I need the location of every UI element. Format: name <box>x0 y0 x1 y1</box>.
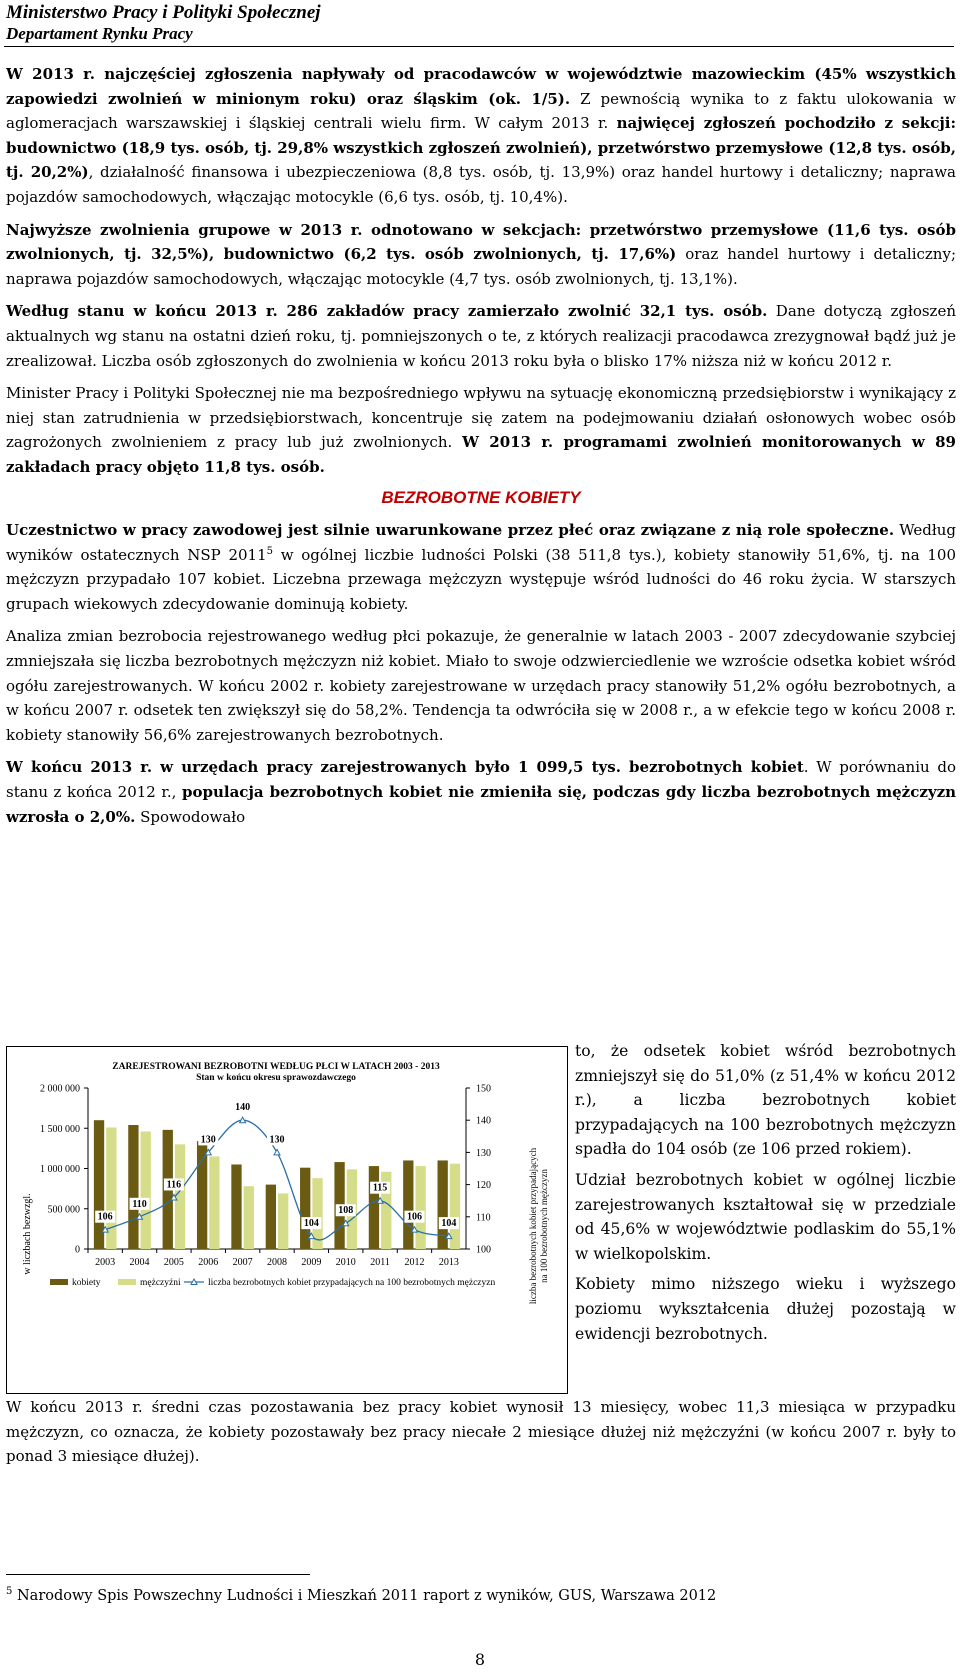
side-paragraph-2: Udział bezrobotnych kobiet w ogólnej liczbie zarejestrowanych kształtował się w przedziale od 45,6% w województwie podlaskim do 55,1% w wielkopolskim. <box>575 1170 956 1263</box>
ratio-data-label: 106 <box>97 1211 113 1223</box>
ratio-data-label: 140 <box>235 1102 251 1114</box>
bold-text: W 2013 r. najczęściej zgłoszenia napływały od pracodawców w województwie mazowieckim (45% wszystkich zapowiedzi zwolnień w minionym roku) oraz śląskim (ok. 1/5). <box>6 65 956 108</box>
paragraph-group-layoffs <box>6 218 956 292</box>
y2-axis-label-line1: liczba bezrobotnych kobiet przypadających <box>528 1147 538 1305</box>
x-tick-label: 2010 <box>335 1257 356 1268</box>
x-tick-label: 2012 <box>404 1257 425 1268</box>
bold-text: populacja bezrobotnych kobiet nie zmieniła się, podczas gdy liczba bezrobotnych mężczyzn wzrosła o 2,0%. <box>6 783 956 826</box>
ratio-data-label: 116 <box>166 1179 182 1191</box>
bar-women <box>369 1166 379 1249</box>
x-tick-label: 2005 <box>163 1257 184 1268</box>
x-tick-label: 2007 <box>232 1257 253 1268</box>
footnote-text: Narodowy Spis Powszechny Ludności i Mieszkań 2011 raport z wyników, GUS, Warszawa 2012 <box>12 1588 717 1604</box>
y2-tick-label: 120 <box>476 1180 491 1192</box>
ratio-data-label: 130 <box>200 1134 216 1146</box>
x-tick-label: 2013 <box>438 1257 459 1268</box>
text: Według wyników ostatecznych NSP 2011 <box>6 521 956 564</box>
text: w ogólnej liczbie ludności Polski (38 511,8 tys.), kobiety stanowiły 51,6%, tj. na 100 mężczyzn przypadało 107 kobiet. Liczebna przewaga mężczyzn występuje wśród ludności do 46 roku życia. W starszych grupach wiekowych zdecydowanie dominują kobiety. <box>6 545 956 613</box>
bar-women <box>403 1160 413 1249</box>
text: . W porównaniu do stanu z końca 2012 r., <box>6 758 956 802</box>
text: Dane dotyczą zgłoszeń aktualnych wg stanu na ostatni dzień roku, tj. pomniejszonych o te, z których realizacji pracodawca zrezygnował bądź już je zrealizował. Liczba osób zgłoszonych do zwolnienia w końcu 2013 roku była o blisko 17% niższa niż w końcu 2012 r. <box>6 302 957 370</box>
bar-women <box>128 1125 138 1249</box>
footnote-rule <box>6 1574 310 1575</box>
y2-tick-label: 100 <box>476 1244 491 1256</box>
side-paragraph-3: Kobiety mimo niższego wieku i wyższego poziomu wykształcenia dłużej pozostają w ewidencji bezrobotnych. <box>575 1275 956 1343</box>
chart-subtitle: Stan w końcu okresu sprawozdawczego <box>196 1073 356 1083</box>
footnote <box>6 1588 716 1604</box>
legend-swatch-women <box>50 1279 68 1285</box>
bold-text: najwięcej zgłoszeń pochodziło z sekcji: budownictwo (18,9 tys. osób, tj. 29,8% wszystkich zgłoszeń zwolnień), przetwórstwo przemysłowe (12,8 tys. osób, tj. 20,2%) <box>6 114 956 182</box>
text: , działalność finansowa i ubezpieczeniowa (8,8 tys. osób, tj. 13,9%) oraz handel hurtowy i detaliczny; naprawa pojazdów samochodowych, włączając motocykle (6,6 tys. osób, tj. 10,4%). <box>6 163 957 206</box>
y2-tick-label: 150 <box>476 1083 491 1095</box>
legend-label-ratio: liczba bezrobotnych kobiet przypadających na 100 bezrobotnych mężczyzn <box>208 1278 496 1288</box>
legend-label-women: kobiety <box>72 1278 101 1288</box>
x-tick-label: 2004 <box>129 1257 150 1268</box>
text: oraz handel hurtowy i detaliczny; naprawa pojazdów samochodowych, włączając motocykle (4,7 tys. osób zwolnionych, tj. 13,1%). <box>6 245 956 288</box>
bold-text: Najwyższe zwolnienia grupowe w 2013 r. odnotowano w sekcjach: przetwórstwo przemysłowe (11,6 tys. osób zwolnionych, tj. 32,5%), budownictwo (6,2 tys. osób zwolnionych, tj. 17,6%) <box>6 220 956 264</box>
ratio-data-label: 110 <box>132 1198 147 1210</box>
x-tick-label: 2008 <box>267 1257 287 1268</box>
ratio-data-label: 115 <box>372 1182 388 1194</box>
paragraph-layoffs-regions <box>6 62 956 210</box>
body-text-bottom <box>6 1395 956 1469</box>
x-tick-label: 2009 <box>301 1257 322 1268</box>
bar-men <box>209 1156 219 1249</box>
ratio-data-label: 106 <box>406 1211 422 1223</box>
x-tick-label: 2003 <box>95 1257 116 1268</box>
x-tick-label: 2011 <box>370 1257 390 1268</box>
paragraph-end-2013 <box>6 299 956 373</box>
bold-text: W 2013 r. programami zwolnień monitorowanych w 89 zakładach pracy objęto 11,8 tys. osób. <box>6 433 956 476</box>
department-name: Departament Rynku Pracy <box>6 24 193 43</box>
body-text-top <box>6 62 956 829</box>
text: Z pewnością wynika to z faktu ulokowania w aglomeracjach warszawskiej i śląskiej centrali wielu firm. W całym 2013 r. <box>6 89 956 133</box>
paragraph-unemployed-women <box>6 755 956 829</box>
side-text <box>575 1039 956 1346</box>
ratio-data-label: 130 <box>269 1134 285 1146</box>
y-tick-label: 2 000 000 <box>40 1083 80 1095</box>
paragraph-participation <box>6 518 956 616</box>
bar-women <box>266 1185 276 1249</box>
bar-men <box>450 1164 460 1249</box>
bar-women <box>197 1141 207 1249</box>
y-tick-label: 1 000 000 <box>40 1164 80 1175</box>
bar-men <box>175 1144 185 1249</box>
y-tick-label: 1 500 000 <box>40 1123 80 1135</box>
bar-men <box>244 1186 254 1249</box>
y-tick-label: 0 <box>75 1244 80 1256</box>
y2-tick-label: 130 <box>476 1147 491 1159</box>
paragraph-analysis: Analiza zmian bezrobocia rejestrowanego według płci pokazuje, że generalnie w latach 2003 - 2007 zdecydowanie szybciej zmniejszała się liczba bezrobotnych mężczyzn niż kobiet. Miało to swoje odzwierciedlenie we wzroście odsetka kobiet wśród ogółu zarejestrowanych. W końcu 2002 r. kobiety zarejestrowane w urzędach pracy stanowiły 51,2% ogółu bezrobotnych, a w końcu 2007 r. odsetek ten zwiększył się do 58,2%. Tendencja ta odwróciła się w 2008 r., a w efekcie tego w końcu 2008 r. kobiety stanowiły 56,6% zarejestrowanych bezrobotnych. <box>6 627 956 744</box>
y2-tick-label: 140 <box>476 1115 491 1127</box>
unemployed-by-gender-chart <box>6 1046 568 1394</box>
paragraph-minister <box>6 381 956 479</box>
legend-swatch-men <box>118 1279 136 1285</box>
footnote-ref[interactable]: 5 <box>266 545 274 557</box>
y-tick-label: 500 000 <box>47 1204 80 1216</box>
y-axis-label: w liczbach bezwzgl. <box>22 1193 33 1275</box>
chart-title: ZAREJESTROWANI BEZROBOTNI WEDŁUG PŁCI W LATACH 2003 - 2013 <box>112 1062 440 1072</box>
ratio-data-label: 104 <box>441 1218 457 1230</box>
bar-men <box>278 1193 288 1249</box>
bold-text: Uczestnictwo w pracy zawodowej jest silnie uwarunkowane przez płeć oraz związane z nią role społeczne. <box>6 521 895 540</box>
section-title: BEZROBOTNE KOBIETY <box>381 487 581 507</box>
text: Minister Pracy i Polityki Społecznej nie ma bezpośredniego wpływu na sytuację ekonomiczną przedsiębiorstw i wynikający z niej stan zatrudnienia w przedsiębiorstwach, koncentruje się zatem na podejmowaniu działań osłonowych wobec osób zagrożonych zwolnieniem z pracy lub już zwolnionych. <box>6 384 956 452</box>
footnote-number: 5 <box>6 1586 13 1598</box>
bar-women <box>94 1120 104 1249</box>
y2-tick-label: 110 <box>476 1212 491 1224</box>
bar-men <box>141 1131 151 1249</box>
page-number: 8 <box>474 1650 486 1669</box>
paragraph-duration: W końcu 2013 r. średni czas pozostawania bez pracy kobiet wynosił 13 miesięcy, wobec 11,3 miesiąca w przypadku mężczyzn, co oznacza, że kobiety pozostawały bez pracy niecałe 2 miesiące dłużej niż mężczyźni (w końcu 2007 r. były to ponad 3 miesiące dłużej). <box>6 1398 956 1466</box>
bar-men <box>415 1166 425 1249</box>
x-tick-label: 2006 <box>198 1257 219 1268</box>
ministry-name: Ministerstwo Pracy i Polityki Społecznej <box>6 2 321 23</box>
text: Spowodowało <box>135 807 246 826</box>
ratio-data-label: 108 <box>338 1205 354 1217</box>
y2-axis-label-line2: na 100 bezrobotnych mężczyzn <box>539 1169 549 1283</box>
legend-label-men: mężczyźni <box>140 1278 181 1288</box>
document-header <box>6 2 321 44</box>
header-rule <box>4 46 954 47</box>
side-paragraph-1: to, że odsetek kobiet wśród bezrobotnych zmniejszył się do 51,0% (z 51,4% w końcu 2012 r.), a liczba bezrobotnych kobiet przypadających na 100 bezrobotnych mężczyzn spadła do 104 osób (ze 106 przed rokiem). <box>575 1042 956 1159</box>
bar-women <box>231 1164 241 1249</box>
ratio-data-label: 104 <box>303 1218 319 1230</box>
bold-text: Według stanu w końcu 2013 r. 286 zakładów pracy zamierzało zwolnić 32,1 tys. osób. <box>6 302 768 321</box>
bold-text: W końcu 2013 r. w urzędach pracy zarejestrowanych było 1 099,5 tys. bezrobotnych kobiet <box>6 758 804 777</box>
